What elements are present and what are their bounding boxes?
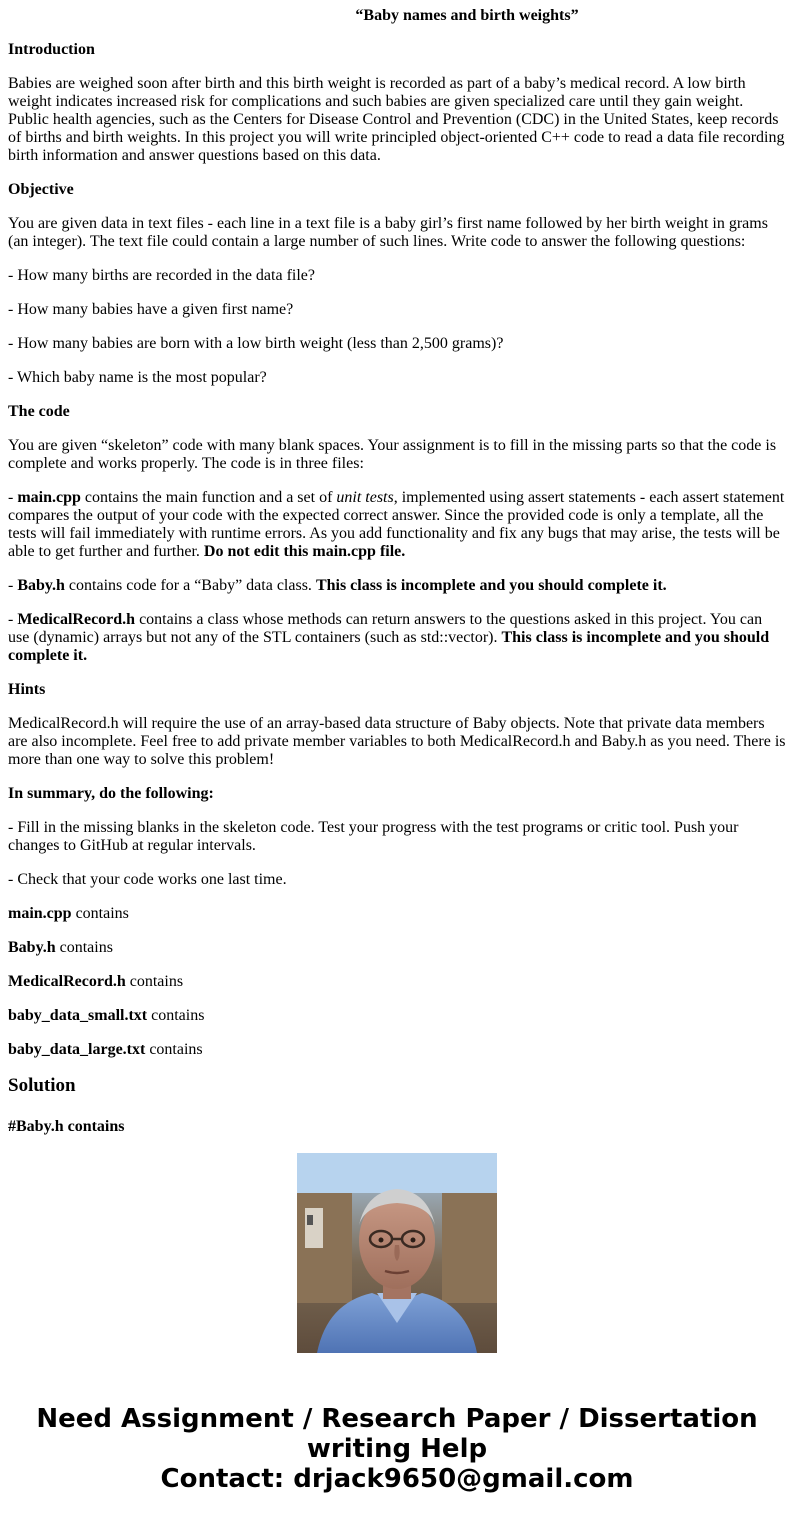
author-avatar: [297, 1153, 497, 1353]
file-name-baby: Baby.h: [17, 577, 65, 594]
warning-text: This class is incomplete and you should complete it.: [315, 577, 667, 594]
file-suffix: contains: [125, 973, 184, 990]
file-description-main: [8, 489, 786, 561]
file-text: contains a class whose methods can return answers to the questions asked in this project. You can use (dynamic) arrays but not any of the STL containers (such as std::vector).: [8, 611, 763, 646]
summary-item: - Fill in the missing blanks in the skeleton code. Test your progress with the test programs or critic tool. Push your changes to GitHub at regular intervals.: [8, 819, 739, 854]
document-body: [8, 0, 786, 1135]
dash: -: [8, 611, 18, 628]
file-list-item: [8, 973, 786, 991]
file-text: contains the main function and a set of: [80, 489, 337, 506]
file-description-baby: [8, 577, 786, 595]
file-suffix: contains: [71, 905, 129, 922]
code-paragraph: You are given “skeleton” code with many blank spaces. Your assignment is to fill in the missing parts so that the code is complete and works properly. The code is in three files:: [8, 437, 777, 472]
question-item: - How many births are recorded in the data file?: [8, 267, 315, 284]
heading-hints: Hints: [8, 681, 46, 698]
heading-solution: Solution: [8, 1075, 76, 1096]
dash: -: [8, 489, 18, 506]
file-name: MedicalRecord.h: [8, 973, 126, 990]
promo-line: writing Help: [306, 1434, 488, 1464]
promo-contact: Contact: drjack9650@gmail.com: [160, 1464, 634, 1494]
italic-term: unit tests: [336, 489, 394, 506]
file-list-item: [8, 1041, 786, 1059]
hints-paragraph: MedicalRecord.h will require the use of an array-based data structure of Baby objects. Note that private data members are also incomplete. Feel free to add private member variables to both MedicalRecord.h and Baby.h as you need. There is more than one way to solve this problem!: [8, 715, 786, 768]
heading-introduction: Introduction: [8, 41, 95, 58]
file-list-item: [8, 905, 786, 923]
objective-paragraph: You are given data in text files - each line in a text file is a baby girl’s first name followed by her birth weight in grams (an integer). The text file could contain a large number of such lines. Write code to answer the following questions:: [8, 215, 768, 250]
file-name: baby_data_large.txt: [8, 1041, 146, 1058]
file-name: baby_data_small.txt: [8, 1007, 148, 1024]
page-title: “Baby names and birth weights”: [355, 7, 579, 24]
question-item: - How many babies are born with a low birth weight (less than 2,500 grams)?: [8, 335, 504, 352]
file-text: contains code for a “Baby” data class.: [64, 577, 316, 594]
file-suffix: contains: [145, 1041, 203, 1058]
file-list-item: [8, 939, 786, 957]
dash: -: [8, 577, 18, 594]
heading-the-code: The code: [8, 403, 70, 420]
file-list-item: [8, 1007, 786, 1025]
file-name-main: main.cpp: [17, 489, 81, 506]
heading-objective: Objective: [8, 181, 74, 198]
file-text: , implemented using assert statements - each assert statement compares the output of your code with the expected correct answer. Since the provided code is only a template, all the tests will fail immediately with runtime errors. As you add functionality and fix any bugs that may arise, the tests will be able to get further and further.: [8, 489, 785, 560]
summary-item: - Check that your code works one last time.: [8, 871, 287, 888]
file-description-record: [8, 611, 786, 665]
file-suffix: contains: [55, 939, 113, 956]
author-portrait-image: [297, 1153, 497, 1353]
file-name: Baby.h: [8, 939, 56, 956]
file-suffix: contains: [147, 1007, 205, 1024]
warning-text: Do not edit this main.cpp file.: [203, 543, 406, 560]
intro-paragraph: Babies are weighed soon after birth and this birth weight is recorded as part of a baby’s medical record. A low birth weight indicates increased risk for complications and such babies are given specialized care until they gain weight. Public health agencies, such as the Centers for Disease Control and Prevention (CDC) in the United States, keep records of births and birth weights. In this project you will write principled object-oriented C++ code to read a data file recording birth information and answer questions based on this data.: [8, 75, 785, 164]
promo-banner: [0, 1404, 794, 1494]
file-name-record: MedicalRecord.h: [17, 611, 136, 628]
warning-text: This class is incomplete and you should complete it.: [8, 629, 770, 664]
solution-cut-text: [8, 1115, 786, 1135]
question-item: - How many babies have a given first name?: [8, 301, 294, 318]
file-name: main.cpp: [8, 905, 72, 922]
solution-cut-span: #Baby.h contains: [8, 1118, 125, 1135]
heading-summary: In summary, do the following:: [8, 785, 214, 802]
question-item: - Which baby name is the most popular?: [8, 369, 267, 386]
promo-line: Need Assignment / Research Paper / Dissertation: [36, 1404, 758, 1434]
